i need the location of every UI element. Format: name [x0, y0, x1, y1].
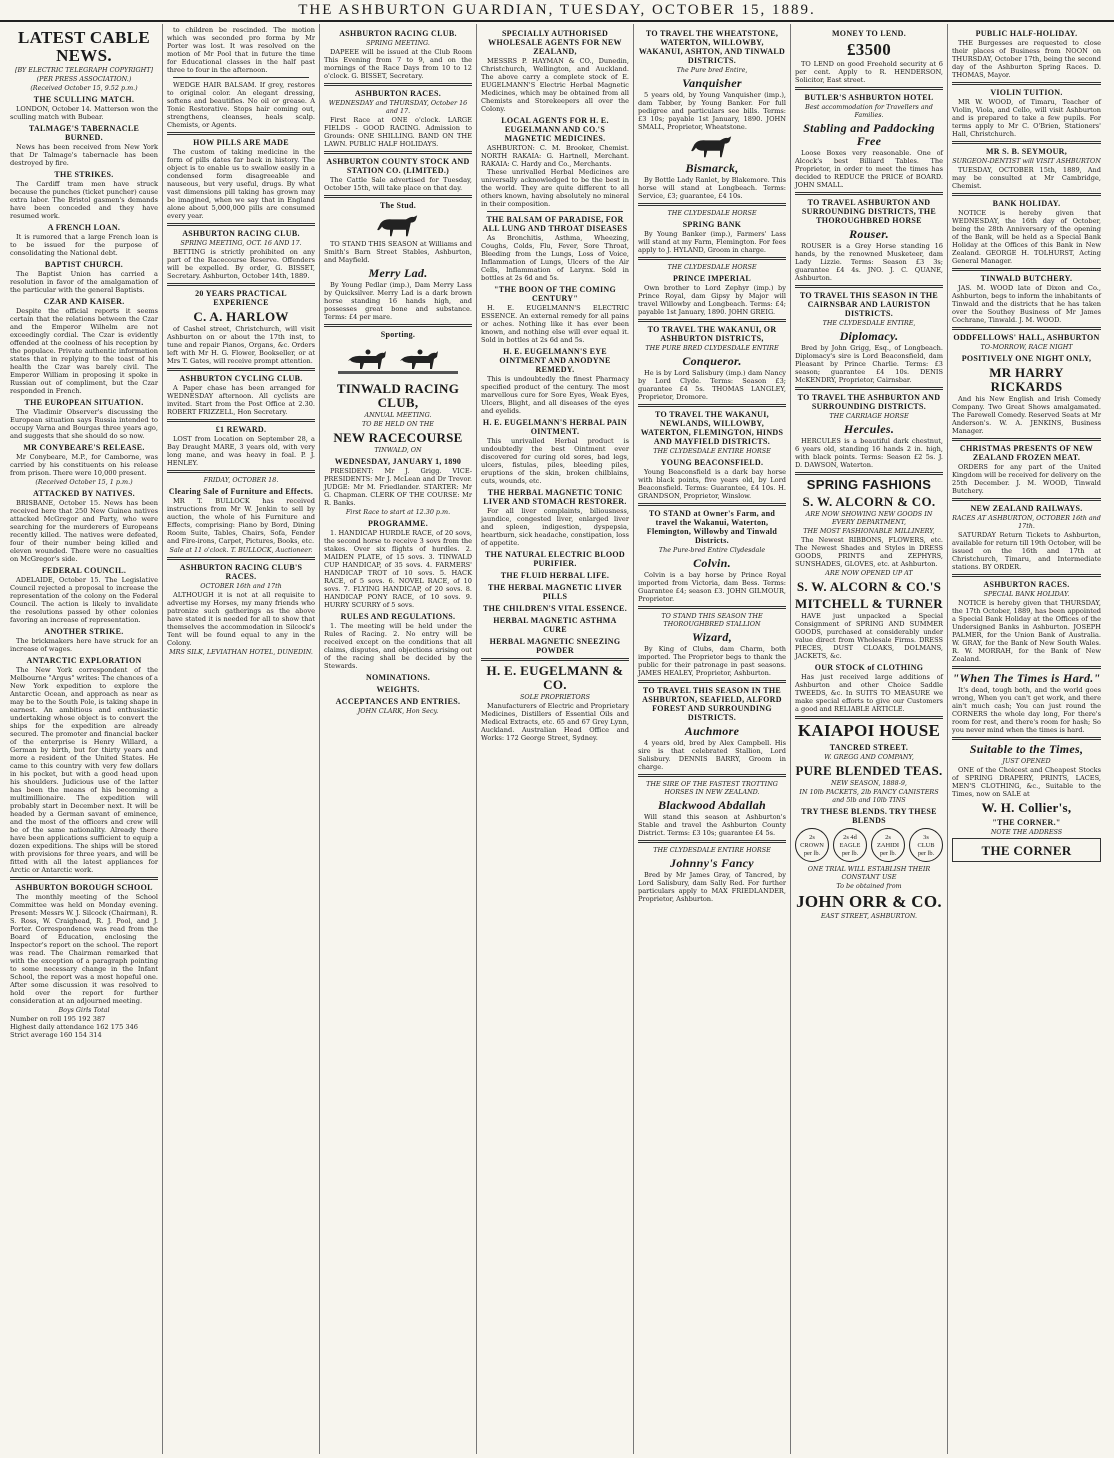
advert-body: Colvin is a bay horse by Prince Royal imported from Victoria, dam Bess. Terms: Guarantee £4; season £3. JOHN GILMOUR, Proprietor. [638, 571, 786, 603]
advert-heading: THE HERBAL MAGNETIC TONIC LIVER AND STOMACH RESTORER. [483, 488, 627, 506]
article-body: The monthly meeting of the School Committee was held on Monday evening. Present: Messrs W. J. Silcock (Chairman), R. S. Ross, W. Craighead, R. J. Pool, and J. Porter. Correspondence was read from the Board of Education, enclosing the Inspector's report on the school. The report was read. The Chairman remarked that with the exception of a paragraph pointing to some necessary change in the Infant School, the report was a most hopeful one. After some discussion it was resolved to hold over the report for further consideration at an adjourned meeting. [10, 893, 158, 1005]
firm-name: W. GREGG AND COMPANY, [824, 753, 914, 761]
advert-body: 4 years old, bred by Alex Campbell. His sire is that celebrated Stallion, Lord Salisbury. DENNIS BARRY, Groom in charge. [638, 739, 786, 771]
divider [795, 192, 943, 195]
advert-body: H. E. EUGELMANN'S ELECTRIC ESSENCE. An external remedy for all pains or aches. Nothing like it has ever been known, and nothing else will ever equal it. Sold in bottles at 2s 6d and 5s. [481, 304, 629, 344]
horse-name: Merry Lad. [368, 266, 428, 280]
advert-subheading: First Race to start at 12.30 p.m. [345, 508, 451, 516]
tea-name: CLUB [917, 842, 935, 849]
advert-subheading: THE CLYDESDALE ENTIRE HORSE [653, 846, 771, 854]
horse-name: PRINCE IMPERIAL [672, 274, 752, 283]
advert-heading: BUTLER'S ASHBURTON HOTEL [804, 93, 934, 102]
firm-name: S. W. ALCORN & CO. [802, 494, 936, 509]
advert-subheading: THE CARRIAGE HORSE [829, 412, 909, 420]
advert-subheading: TO-MORROW, RACE NIGHT [980, 343, 1073, 351]
column-5 [634, 24, 791, 1454]
poem-body: It's dead, tough both, and the world goes wrong, When you can't get work, and there ain't much cash; You can just round the CORNERS the whole day long, For there's room for rest, and there's room for hash; So you never mind when the times is hard. [952, 686, 1101, 734]
copyright-note: [BY ELECTRIC TELEGRAPH COPYRIGHT] [14, 66, 153, 74]
divider [795, 716, 943, 719]
advert-subheading: ANNUAL MEETING. [364, 411, 432, 419]
article-heading: BAPTIST CHURCH. [44, 260, 124, 269]
advert-heading: SPRING FASHIONS [806, 477, 932, 492]
advert-body: First Race at ONE o'clock. LARGE FIELDS - GOOD RACING. Admission to Grounds: ONE SHILLING. BAND ON THE LAWN. PUBLIC HALF HOLIDAYS. [324, 116, 472, 148]
advert-heading: H. E. EUGELMANN'S HERBAL PAIN OINTMENT. [482, 418, 628, 436]
advert-heading: NOMINATIONS. [365, 673, 431, 682]
advert-body: 5 years old, by Young Vanquisher (imp.), dam Tabber, by Young Banker. For full pedigree and particulars see bills. Terms: £3 10s; payable 1st January, 1890. JOHN SMALL, Proprietor, Wheatstone. [638, 91, 786, 131]
advert-body: HERCULES is a beautiful dark chestnut, 6 years old, standing 16 hands 2 in. high, with black points. Terms: Season £2 5s. J. D. DAWSON, Waterton. [795, 437, 943, 469]
divider [952, 268, 1101, 271]
advert-body: of Cashel street, Christchurch, will visit Ashburton on or about the 17th inst, to tune and repair Pianos, Organs, &c. Orders left with Mr H. G. Flower, Bookseller, or at Mrs T. Gates, will receive prompt attention. [167, 325, 315, 365]
advert-body: PRESIDENT: Mr J. Grigg. VICE-PRESIDENTS: Mr J. McLean and Dr Trevor. JUDGE: Mr M. Friedlander. STARTER: Mr G. Chapman. CLERK OF THE COURSE: Mr R. Banks. [324, 467, 472, 507]
tea-unit: per lb. [917, 850, 935, 857]
tea-price: 2s 4d [843, 834, 857, 841]
article-heading: THE STRIKES. [54, 170, 114, 179]
article-heading: ATTACKED BY NATIVES. [33, 489, 135, 498]
advert-heading: MR S. B. SEYMOUR, [985, 147, 1068, 156]
advert-subheading: WEDNESDAY and THURSDAY, October 16 and 17. [328, 99, 468, 115]
divider [638, 404, 786, 407]
advert-subheading: TINWALD, ON [374, 446, 422, 454]
tea-blends [795, 828, 943, 862]
divider [638, 257, 786, 260]
advert-body: By Bottle Lady Ranlet, by Blakemore. This horse will stand at Longbeach. Terms: Service, £3; guarantee, £4 10s. [638, 176, 786, 200]
divider [324, 324, 472, 327]
divider [167, 557, 315, 560]
tea-blend-badge [871, 828, 905, 862]
advert-subheading: ARE NOW OPENED UP AT [825, 569, 913, 577]
divider [952, 498, 1101, 501]
advert-heading: Clearing Sale of Furniture and Effects. [168, 487, 314, 496]
advert-body: LOST from Location on September 28, a Bay Draught MARE, 3 years old, with very long mane, and was heavy in foal. P. J. HENLEY. [167, 435, 315, 467]
advert-subheading: JUST OPENED [1002, 757, 1051, 765]
money-amount: £3500 [847, 40, 891, 59]
advert-subheading: The Pure-bred Entire Clydesdale [658, 546, 766, 554]
divider [167, 368, 315, 371]
article-heading: ANOTHER STRIKE. [44, 627, 124, 636]
advert-body: By Young Pedlar (imp.), Dam Merry Lass by Quicksilver. Merry Lad is a dark brown horse standing 16 hands high, and possesses great bone and substance. Terms: £4 per mare. [324, 281, 472, 321]
horse-name: Johnny's Fancy [670, 856, 754, 870]
advert-name: C. A. HARLOW [193, 309, 289, 324]
advert-body: NOTICE is hereby given that THURSDAY, the 17th October, 1889, has been appointed a Special Bank Holiday at the Offices of the Undersigned Banks in Ashburton. JOSEPH PALMER, for the Union Bank of Australia. W. GRAY, for the Bank of New South Wales. R. W. MORRAH, for the Bank of New Zealand. [952, 599, 1101, 663]
firm-name: THE CORNER [981, 843, 1072, 858]
divider [638, 774, 786, 777]
firm-name: S. W. ALCORN & CO.'S [796, 579, 942, 594]
article-body: to children be rescinded. The motion which was seconded pro forma by Mr Porter was lost. It was resolved on the motion of Mr Pool that in future the time for Educational classes in the half past three to four in the afternoon. [167, 26, 315, 74]
horse-name: Vanquisher [682, 76, 742, 90]
advert-heading: TO TRAVEL ASHBURTON AND SURROUNDING DISTRICTS, THE THOROUGHBRED HORSE [801, 198, 937, 225]
advert-heading: LOCAL AGENTS FOR H. E. EUGELMANN AND CO.'S MAGNETIC MEDICINES. [501, 116, 609, 143]
article-body: Mr Conybeare, M.P., for Camborne, was carried by his constituents on his release from prison. There were 10,000 present. [10, 453, 158, 477]
advert-subheading: TANCRED STREET. [829, 743, 909, 752]
divider [173, 77, 309, 78]
advert-body: Bred by Mr James Gray, of Tancred, by Lord Salisbury, dam Sally Red. For further particulars apply to MAX FRIEDLANDER, Proprietor, Ashburton. [638, 871, 786, 903]
article-heading: ASHBURTON BOROUGH SCHOOL [15, 883, 153, 892]
advert-heading: THE FLUID HERBAL LIFE. [500, 571, 610, 580]
divider [952, 438, 1101, 441]
advert-subheading: To be obtained from [836, 882, 902, 890]
divider [324, 151, 472, 154]
advert-heading: TINWALD BUTCHERY. [980, 274, 1073, 283]
divider [324, 83, 472, 86]
divider [481, 658, 629, 661]
advert-heading: Stabling and Paddocking Free [803, 121, 935, 148]
article-body: The Baptist Union has carried a resolution in favor of the amalgamation of the particular with the general Baptists. [10, 270, 158, 294]
advert-subheading: THE CLYDESDALE ENTIRE, [822, 319, 916, 327]
divider [324, 195, 472, 198]
advert-body: Has just received large additions of Ashburton and other Choice Saddle TWEEDS, &c. In SUITS TO MEASURE we make special efforts to give our Customers a good and RELIABLE ARTICLE. [795, 673, 943, 713]
advert-subheading: SURGEON-DENTIST will VISIT ASHBURTON [952, 157, 1101, 165]
divider [795, 87, 943, 90]
advert-heading: ASHBURTON RACES. [354, 89, 442, 98]
advert-body: ASHBURTON: C. M. Brooker, Chemist. NORTH RAKAIA: G. Hartnell, Merchant. RAKAIA: C. Hardy and Co., Merchants. [481, 144, 629, 168]
table-row: Highest daily attendance 162 175 346 [10, 1023, 138, 1031]
section-heading: Sporting. [380, 330, 416, 339]
divider [167, 470, 315, 473]
advert-body: ORDERS for any part of the United Kingdom will be received for delivery on the 25th December. J. M. WOOD, Tinwald Butchery. [952, 463, 1101, 495]
page-columns [6, 24, 1108, 1454]
advert-subheading: RACES AT ASHBURTON, OCTOBER 16th and 17th. [952, 514, 1101, 530]
divider [638, 680, 786, 683]
article-body: The custom of taking medicine in the form of pills dates far back in history. The object is to enable us to swallow easily in a condensed form disagreeable and nauseous, but very useful, drugs. By what vast dimensions pill taking has grown may be imagined, when we say that in England alone about 5,000,000 pills are consumed every year. [167, 148, 315, 220]
firm-name: W. H. Collier's, [981, 800, 1072, 815]
divider [638, 840, 786, 843]
column-2 [163, 24, 320, 1454]
advert-subheading: THE PURE BRED CLYDESDALE ENTIRE [645, 344, 779, 352]
advert-heading: TINWALD RACING CLUB, [336, 381, 460, 410]
horse-illustration-icon [688, 133, 736, 159]
masthead: THE ASHBURTON GUARDIAN, TUESDAY, OCTOBER 15, 1889. [0, 0, 1114, 22]
article-body: The Vladimir Observer's discussing the European situation says Russia intended to occupy Varna and Bourgas three years ago, and suggests that she should do so now. [10, 408, 158, 440]
divider [952, 141, 1101, 144]
divider [167, 419, 315, 422]
tea-unit: per lb. [841, 850, 859, 857]
advert-subheading: THE MOST FASHIONABLE MILLINERY, [803, 527, 935, 535]
advert-heading: OUR STOCK of CLOTHING [814, 663, 924, 672]
divider [952, 193, 1101, 196]
advert-body: BETTING is strictly prohibited on any part of the Racecourse Reserve. Offenders will be expelled. By order, G. BISSET, Secretary. Ashburton, October 14th, 1889. [167, 248, 315, 280]
advert-subheading: IN 10lb PACKETS, 2lb FANCY CANISTERS and 5lb and 10lb TINS [799, 788, 939, 804]
divider [638, 319, 786, 322]
advert-subheading: Best accommodation for Travellers and Families. [805, 103, 933, 119]
article-body: The New York correspondent of the Melbourne "Argus" writes: The chances of a New York expedition to explore the Antarctic Ocean, and approach as near as may be to the South Pole, is taking shape in earnest. An ambitious and enthusiastic undertaking whose object is to convert the ships for the expedition are already secured. The promoter and financial backer of the enterprise is Henry Willard, a German by birth, but for thirty years and more a resident of the United States. He came to this country with very few dollars in his pocket, but with a good head upon his shoulders. Judicious use of the latter has been the means of his becoming a multimillionaire. The expedition will probably start in December next. It will be headed by a German savant of eminence, and the most of the officers and crew will be of the same nationality. Already there have been applications sufficient to equip a dozen expeditions. The ships will be stored with provisions for three years, and will be fitted with all the latest appliances for Arctic or Antarctic work. [10, 666, 158, 874]
advert-heading: TO TRAVEL THE WAKANUI, NEWLANDS, WILLOWBY, WATERTON, FLEMINGTON, HINDS AND MAYFIELD DISTRICTS. [640, 410, 784, 446]
table-row: Number on roll 195 192 387 [10, 1015, 106, 1023]
advert-heading: ASHBURTON COUNTY STOCK AND STATION CO. (LIMITED.) [326, 157, 470, 175]
divider [952, 666, 1101, 669]
advert-subheading: The Pure bred Entire, [676, 66, 748, 74]
advert-heading: SPECIALLY AUTHORISED WHOLESALE AGENTS FOR NEW ZEALAND, [488, 29, 622, 56]
tea-price: 3s [923, 834, 929, 841]
divider [167, 223, 315, 226]
divider [167, 283, 315, 286]
advert-body: These unrivalled Herbal Medicines are universally acknowledged to be the best in the world. They are quite different to all others known, having absolutely no mineral in their composition. [481, 168, 629, 208]
divider [487, 211, 623, 212]
tea-name: CROWN [800, 842, 824, 849]
firm-name: KAIAPOI HOUSE [797, 721, 941, 740]
performer-name: MR HARRY RICKARDS [989, 365, 1064, 394]
press-association: (PER PRESS ASSOCIATION.) [36, 75, 132, 83]
received-note: (Received October 15, 1 p.m.) [35, 478, 133, 486]
horse-name: YOUNG BEACONSFIELD. [660, 458, 764, 467]
tea-blend-badge [909, 828, 943, 862]
advert-body: Own brother to Lord Zephyr (imp.) by Prince Royal, dam Gipsy by Major will travel Willowby and Longbeach. Terms: £4; payable 1st January, 1890. JOHN GREIG. [638, 284, 786, 316]
advert-heading: H. E. EUGELMANN'S EYE OINTMENT AND ANODYNE REMEDY. [499, 347, 611, 374]
advert-body: For all liver complaints, biliousness, jaundice, congested liver, enlarged liver and spleen, indigestion, dyspepsia, heartburn, sick headache, constipation, loss of appetite. [481, 507, 629, 547]
advert-heading: NEW ZEALAND RAILWAYS. [970, 504, 1083, 513]
article-heading: FEDERAL COUNCIL. [41, 566, 127, 575]
article-body: The brickmakers here have struck for an increase of wages. [10, 637, 158, 653]
column-3 [320, 24, 477, 1454]
advert-heading: PUBLIC HALF-HOLIDAY. [975, 29, 1078, 38]
article-heading: TALMAGE'S TABERNACLE BURNED. [28, 124, 140, 142]
advert-heading: TO TRAVEL THE WHEATSTONE, WATERTON, WILLOWBY, WAKANUI, ASHTON, AND TINWALD DISTRICTS. [638, 29, 786, 65]
tea-unit: per lb. [879, 850, 897, 857]
advert-body: Manufacturers of Electric and Proprietary Medicines, Distillers of Essential Oils and Medical Extracts, etc. 65 and 67 Grey Lynn, Auckland. Australian Head Office and Works: 172 George Street, Sydney. [481, 702, 629, 742]
divider [638, 203, 786, 206]
advert-body: TO STAND THIS SEASON at Williams and Smith's Barn Street Stables, Ashburton, and Mayfield. [324, 240, 472, 264]
advert-body: ONE of the Choicest and Cheapest Stocks of SPRING DRAPERY, PRINTS, LACES, MEN'S CLOTHING, &c., Suitable to the Times, now on SALE at [952, 766, 1101, 798]
advert-body: By Young Banker (imp.), Farmers' Lass will stand at my Farm, Flemington. For fees apply to J. HYLAND, Groom in charge. [638, 230, 786, 254]
advert-subheading: OCTOBER 16th and 17th [200, 582, 282, 590]
advert-heading: TO TRAVEL THIS SEASON IN THE ASHBURTON, SEAFIELD, ALFORD FOREST AND SURROUNDING DISTRICTS. [642, 686, 782, 722]
article-body: ADELAIDE, October 15. The Legislative Council rejected a proposal to increase the representation of the colony on the Federal Council. The action is likely to invalidate the resolutions passed by other colonies favoring an increase of representation. [10, 576, 158, 624]
tea-blend-badge [795, 828, 829, 862]
advert-body: ROUSER is a Grey Horse standing 16 hands, by the renowned Musketeer, dam Lady Lizzie. Terms: Season £3 3s; guarantee £4 4s. JNO. J. C. QUANE, Ashburton. [795, 242, 943, 282]
poem-title: "When The Times is Hard." [952, 671, 1101, 685]
racing-horses-illustration-icon [338, 341, 458, 379]
advert-heading: THE NATURAL ELECTRIC BLOOD PURIFIER. [485, 550, 625, 568]
divider [795, 472, 943, 475]
advert-heading: ACCEPTANCES AND ENTRIES. [335, 697, 461, 706]
received-note: (Received October 15, 9.52 p.m.) [30, 84, 138, 92]
article-body: It is rumored that a large French loan is to be issued for the purpose of consolidating the National debt. [10, 233, 158, 257]
advert-signature: MRS SILK, LEVIATHAN HOTEL, DUNEDIN. [169, 648, 313, 656]
advert-body: The Newest RIBBONS, FLOWERS, etc. The Newest Shades and Styles in DRESS GOODS, PRINTS and ZEPHYRS, SUNSHADES, GLOVES, etc. at Ashburton. [795, 536, 943, 568]
divider [952, 574, 1101, 577]
advert-heading: ASHBURTON RACES. [983, 580, 1070, 589]
tea-price: 2s [885, 834, 891, 841]
advert-body: He is by Lord Salisbury (imp.) dam Nancy by Lord Clyde. Terms: Season £3; guarantee £4 5s. THOMAS LANGLEY, Proprietor, Dromore. [638, 369, 786, 401]
advert-heading: CHRISTMAS PRESENTS OF NEW ZEALAND FROZEN MEAT. [959, 444, 1094, 462]
firm-name: MITCHELL & TURNER [795, 596, 943, 611]
advert-body: NOTICE is hereby given that WEDNESDAY, the 16th day of October, being the 28th Anniversary of the opening of the Bank, will be held as a Special Bank Holiday at the Offices of this Bank in New Zealand. GEORGE H. TOLHURST, Acting General Manager. [952, 209, 1101, 265]
tea-unit: per lb. [803, 850, 821, 857]
divider [952, 327, 1101, 330]
advert-body: Will stand this season at Ashburton's Stable and travel the Ashburton County District. Terms: £3 10s; guarantee £4 5s. [638, 813, 786, 837]
divider [167, 132, 315, 135]
tea-blend-badge [833, 828, 867, 862]
firm-name: JOHN ORR & CO. [796, 892, 942, 911]
column-1 [6, 24, 163, 1454]
advert-body: MR W. WOOD, of Timaru, Teacher of Violin, Viola, and Cello, will visit Ashburton and is prepared to take a few pupils. For terms apply to Mr C. O'Brien, Stationers' Hall, Christchurch. [952, 98, 1101, 138]
divider [10, 877, 158, 880]
latest-cable-heading: LATEST CABLE NEWS. [18, 28, 150, 65]
advert-subheading: ARE NOW SHOWING NEW GOODS IN EVERY DEPARTMENT, [805, 510, 933, 526]
advert-subheading: FRIDAY, OCTOBER 18. [203, 476, 279, 484]
horse-name: Hercules. [843, 422, 895, 436]
advert-body: JAS. M. WOOD late of Dixon and Co., Ashburton, begs to inform the inhabitants of Tinwald and the districts that he has taken over the Southey Business of Mr James Cochrane, Tinwald. J. M. WOOD. [952, 284, 1102, 324]
advert-heading: PURE BLENDED TEAS. [795, 763, 943, 778]
article-heading: ANTARCTIC EXPLORATION [26, 656, 142, 665]
advert-heading: THE HERBAL MAGNETIC LIVER PILLS [488, 583, 622, 601]
advert-heading: "THE BOON OF THE COMING CENTURY" [493, 285, 617, 303]
advert-subheading: THE CLYDESDALE HORSE [667, 209, 757, 217]
advert-heading: BANK HOLIDAY. [992, 199, 1061, 208]
advert-body: This unrivalled Herbal product is undoubtedly the best Ointment ever discovered for curing old sores, bad legs, ulcers, fistulas, piles, bleeding piles, eruptions of the skin, broken chilblains, cuts, wounds, etc. [481, 437, 629, 485]
advert-body: HAVE just unpacked a Special Consignment of SPRING AND SUMMER GOODS, purchased at considerably under value direct from Wholesale Firms. DRESS PIECES, DUST CLOAKS, DOLMANS, JACKETS, &c. [795, 612, 943, 660]
advert-body: As Bronchitis, Asthma, Wheezing, Coughs, Colds, Flu, Fever, Sore Throat, Bleeding from the Lungs, Loss of Voice, Inflammation of Lungs, Ulcers of the Air Cells, Inflammation of Larynx. Sold in bottles at 2s 6d and 5s. [481, 234, 629, 282]
divider [638, 503, 786, 506]
horse-name: Rouser. [849, 227, 889, 241]
advert-body: TO LEND on good Freehold security at 6 per cent. Apply to R. HENDERSON, Solicitor, East street. [795, 60, 943, 84]
advert-body: TUESDAY, OCTOBER 15th, 1889, And may be consulted at Mr Cambridge, Chemist. [952, 166, 1101, 190]
table-header: Boys Girls Total [58, 1006, 110, 1014]
advert-body: And his New English and Irish Comedy Company. Two Great Shows amalgamated. The Farewell Comedy. Reserved Seats at Mr Anderson's. W. A. JENKINS, Business Manager. [952, 395, 1101, 435]
article-heading: MR CONYBEARE'S RELEASE. [23, 443, 145, 452]
firm-name: H. E. EUGELMANN & CO. [486, 663, 624, 692]
advert-heading: MONEY TO LEND. [831, 29, 907, 38]
horse-name: Blackwood Abdallah [658, 798, 766, 812]
advert-body: Loose Boxes very reasonable. One of Alcock's best Billiard Tables. The Proprietor, in order to meet the times has decided to REDUCE the PRICE of BOARD. JOHN SMALL. [795, 149, 943, 189]
tea-name: EAGLE [839, 842, 861, 849]
advert-subheading: SPRING MEETING, OCT. 16 AND 17. [180, 239, 302, 247]
advert-body: MESSRS P. HAYMAN & CO., Dunedin, Christchurch, Wellington, and Auckland. The above carry a complete stock of E. EUGELMANN'S Electric Herbal Magnetic Medicines, which may be obtained from all Chemists and Storekeepers all over the Colony. [481, 57, 629, 113]
advert-subheading: TO BE HELD ON THE [362, 420, 434, 428]
article-body: LONDON, October 14. Matterson won the sculling match with Bubear. [10, 105, 158, 121]
advert-subheading: THE CLYDESDALE ENTIRE HORSE [653, 447, 771, 455]
advert-body: WEDGE HAIR BALSAM. If grey, restores to original color. An elegant dressing, softens and beautifies. No oil or grease. A Tonic Restorative. Stops hair coming out, strengthens, cleanses, heals scalp. Chemists, or Agents. [167, 81, 315, 129]
advert-body: DAPEEE will be issued at the Club Room This Evening from 7 to 9, and on the mornings of the Race Days from 10 to 12 o'clock. G. BISSET, Secretary. [324, 48, 472, 80]
article-heading: HOW PILLS ARE MADE [193, 138, 289, 147]
advert-heading: 20 YEARS PRACTICAL EXPERIENCE [195, 289, 287, 307]
article-body: BRISBANE, October 15. News has been received here that 250 New Guinea natives attacked McGregor and Party, who were searching for the murderers of Europeans recently killed. The natives were defeated, four of their number being killed and eleven wounded. There were no casualties on McGregor's side. [10, 499, 158, 563]
advert-heading: THE BALSAM OF PARADISE, FOR ALL LUNG AND THROAT DISEASES [482, 215, 628, 233]
advert-heading: NEW RACECOURSE [333, 430, 463, 445]
advert-body: A Paper chase has been arranged for WEDNESDAY afternoon. All cyclists are invited. Start from the Post Office at 2.30. ROBERT FRIZZELL, Hon Secretary. [167, 384, 315, 416]
advert-heading: RULES AND REGULATIONS. [340, 612, 456, 621]
advert-body: SATURDAY Return Tickets to Ashburton, available for return till 19th October, will be issued on the 16th and 17th at Christchurch, Timaru, and Intermediate stations. BY ORDER. [952, 531, 1101, 571]
advert-heading: TO TRAVEL THE WAKANUI, OR ASHBURTON DISTRICTS, [647, 325, 777, 343]
article-heading: THE SCULLING MATCH. [33, 95, 135, 104]
advert-subheading: TO STAND THIS SEASON THE THOROUGHBRED STALLION [661, 612, 763, 628]
advert-heading: ASHBURTON CYCLING CLUB. [179, 374, 303, 383]
advert-body: By King of Clubs, dam Charm, both imported. The Proprietor begs to thank the public for their patronage in past seasons. JAMES HEALEY, Proprietor, Ashburton. [638, 645, 786, 677]
horse-name: Bismarck, [685, 161, 739, 175]
advert-subheading: NOTE THE ADDRESS [990, 828, 1063, 836]
advert-subheading: ONE TRIAL WILL ESTABLISH THEIR CONSTANT USE [807, 865, 931, 881]
advert-body: 1. The meeting will be held under the Rules of Racing. 2. No entry will be received except on the conditions that all claims, disputes, and objections arising out of the racing shall be decided by the Stewards. [324, 622, 472, 670]
article-body: The Cardiff tram men have struck because the punches (ticket puncher) cause extra labor. The Bristol gasmen's demands have been conceded and they have resumed work. [10, 180, 158, 220]
column-6 [791, 24, 948, 1454]
table-row: Strict average 160 154 314 [10, 1031, 102, 1039]
horse-name: Conqueror. [682, 354, 742, 368]
tea-name: ZAHIDI [876, 842, 899, 849]
advert-body: Bred by John Grigg, Esq., of Longbeach. Diplomacy's sire is Lord Beaconsfield, dam Pleasant by Prince Charlie. Terms: £3 season; guarantee £4 10s. DENIS McKENDRY, Proprietor, Cairnsbar. [795, 344, 943, 384]
horse-name: SPRING BANK [682, 220, 742, 229]
divider [638, 606, 786, 609]
divider [952, 82, 1101, 85]
advert-body: MR T. BULLOCK has received instructions from Mr W. Jenkin to sell by auction, the whole of his Furniture and Effects, comprising: Piano by Bord, Dining Room Suite, Tables, Chairs, Sofa, Fender and Fire-irons, Carpet, Pictures, Books, etc. [167, 497, 315, 545]
divider [795, 285, 943, 288]
advert-subheading: THE SIRE OF THE FASTEST TROTTING HORSES IN NEW ZEALAND. [646, 780, 778, 796]
advert-address: EAST STREET, ASHBURTON. [820, 912, 918, 920]
advert-heading: The Stud. [379, 201, 417, 210]
advert-heading: PROGRAMME. [367, 519, 429, 528]
advert-body: This is undoubtedly the finest Pharmacy specified product of the century. The most marvellous cure for Sore Eyes, Weak Eyes, Ulcers, Blight, and all diseases of the eyes and eyelids. [481, 375, 629, 415]
advert-body: THE Burgesses are requested to close their places of Business from NOON on THURSDAY, October 17th, being the second day of the Ashburton Spring Races. D. THOMAS, Mayor. [952, 39, 1101, 79]
horse-name: Wizard, [692, 630, 732, 644]
advert-heading: TO TRAVEL THIS SEASON IN THE CAIRNSBAR AND LAURISTON DISTRICTS. [799, 291, 939, 318]
article-heading: CZAR AND KAISER. [43, 297, 125, 306]
advert-body: The Cattle Sale advertised for Tuesday, October 15th, will take place on that day. [324, 176, 472, 192]
advert-subheading: SOLE PROPRIETORS [520, 693, 590, 701]
horse-illustration-icon [374, 212, 422, 238]
advert-subheading: SPRING MEETING. [366, 39, 430, 47]
article-heading: A FRENCH LOAN. [47, 223, 121, 232]
advert-signature: JOHN CLARK, Hon Secy. [357, 707, 439, 715]
advert-signature: Sale at 11 o'clock. T. BULLOCK, Auctioneer. [169, 546, 313, 554]
advert-body: Young Beaconsfield is a dark bay horse with black points, five years old, by Lord Beaconsfield. Terms: Guarantee, £4 10s. H. GRANDSON, Proprietor, Winslow. [638, 468, 786, 500]
divider [952, 737, 1101, 740]
advert-heading: £1 REWARD. [215, 425, 267, 434]
advert-heading: TRY THESE BLENDS. TRY THESE BLENDS [801, 807, 937, 825]
column-7 [948, 24, 1105, 1454]
event-date: WEDNESDAY, JANUARY 1, 1890 [334, 457, 462, 466]
article-body: Despite the official reports it seems certain that the relations between the Czar and the Emperor Wilhelm are not exceedingly cordial. The Czar is evidently offended at the coolness of his reception by the populace. Private authentic information states that in replying to the toast of his health the Czar was barely civil. The Emperor William in proposing it spoke in Russian out of compliment, but the Czar responded in French. [10, 307, 158, 395]
advert-heading: TO STAND at Owner's Farm, and travel the Wakanui, Waterton, Flemington, Willowby and Tinwald Districts. [646, 509, 778, 545]
horse-name: Colvin. [693, 556, 731, 570]
advert-body: ALTHOUGH it is not at all requisite to advertise my Horses, my many friends who patronize such gatherings as the above have stated it is needed for all to show that themselves the accommodation in Silcock's Tent will be found equal to any in the Colony. [167, 591, 315, 647]
advert-body: 1. HANDICAP HURDLE RACE, of 20 sovs, the second horse to receive 3 sovs from the stakes. Over six flights of hurdles. 2. MAIDEN PLATE, of 15 sovs. 3. TINWALD CUP HANDICAP, of 35 sovs. 4. FARMERS' HANDICAP TROT of 10 sovs. 5. HACK RACE, of 5 sovs. 6. NOVEL RACE, of 10 sovs. 7. FLYING HANDICAP, of 20 sovs. 8. HANDICAP PONY RACE, of 10 sovs. 9. HURRY SCURRY of 5 sovs. [324, 529, 472, 609]
advert-heading: ODDFELLOWS' HALL, ASHBURTON [953, 333, 1100, 342]
advert-subheading: THE CLYDESDALE HORSE [667, 263, 757, 271]
advert-subheading: POSITIVELY ONE NIGHT ONLY, [961, 354, 1092, 363]
tea-price: 2s [809, 834, 815, 841]
advert-heading: Suitable to the Times, [969, 742, 1084, 756]
advert-heading: WEIGHTS. [376, 685, 420, 694]
advert-subheading: "THE CORNER." [992, 818, 1061, 827]
advert-heading: THE CHILDREN'S VITAL ESSENCE. [482, 604, 627, 613]
advert-heading: ASHBURTON RACING CLUB. [339, 29, 457, 38]
advert-heading: ASHBURTON RACING CLUB'S RACES. [179, 563, 303, 581]
advert-heading: VIOLIN TUITION. [990, 88, 1063, 97]
article-body: News has been received from New York that Dr Talmage's tabernacle has been destroyed by fire. [10, 143, 158, 167]
advert-heading: HERBAL MAGNETIC ASTHMA CURE [493, 616, 617, 634]
advert-heading: HERBAL MAGNETIC SNEEZING POWDER [489, 637, 621, 655]
divider [795, 387, 943, 390]
column-4 [477, 24, 634, 1454]
article-heading: THE EUROPEAN SITUATION. [24, 398, 144, 407]
horse-name: Diplomacy. [839, 329, 899, 343]
advert-subheading: SPECIAL BANK HOLIDAY. [983, 590, 1070, 598]
horse-name: Auchmore [684, 724, 740, 738]
advert-heading: ASHBURTON RACING CLUB. [182, 229, 300, 238]
advert-heading: TO TRAVEL THE ASHBURTON AND SURROUNDING DISTRICTS. [797, 393, 941, 411]
advert-subheading: NEW SEASON, 1888-9, [831, 779, 907, 787]
